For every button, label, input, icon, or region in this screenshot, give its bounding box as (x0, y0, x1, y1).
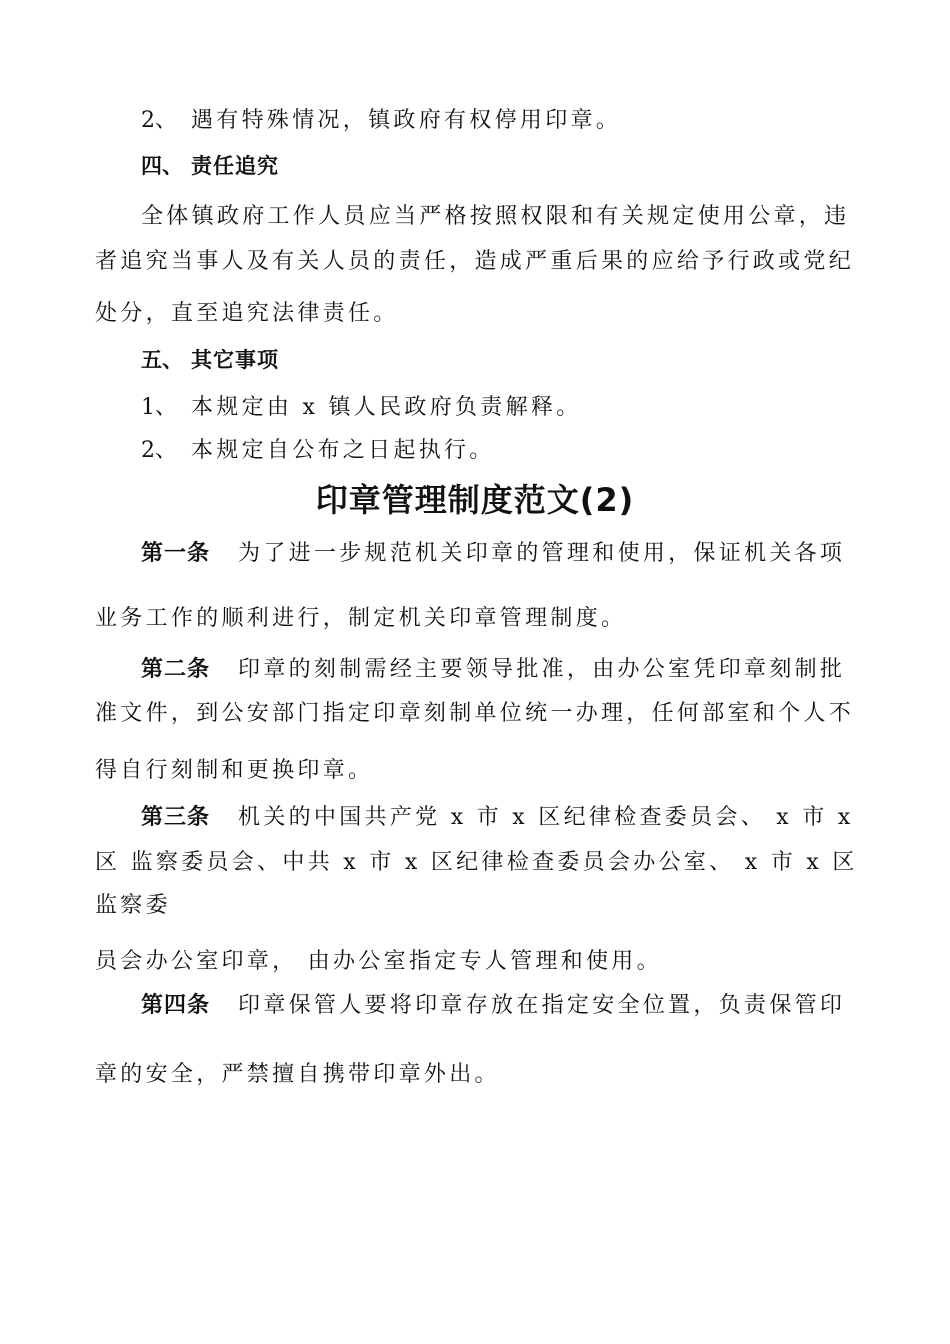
section-heading (141, 151, 279, 181)
article-text: 机关的中国共产党 x 市 x 区纪律检查委员会、 x 市 x (238, 805, 854, 830)
article-label: 第四条 (141, 993, 211, 1018)
paragraph-line: 员会办公室印章， 由办公室指定专人管理和使用。 (95, 949, 662, 974)
article-line (141, 539, 845, 569)
paragraph-line: 处分，直至追究法律责任。 (95, 301, 399, 326)
list-item (141, 106, 621, 136)
list-item (141, 436, 495, 466)
section-title: 其它事项 (191, 348, 279, 372)
paragraph-line: 章的安全，严禁擅自携带印章外出。 (95, 1062, 500, 1087)
article-text: 为了进一步规范机关印章的管理和使用，保证机关各项 (238, 541, 846, 566)
article-line (141, 803, 854, 833)
article-label: 第二条 (141, 657, 211, 682)
article-line (141, 991, 845, 1021)
paragraph-line: 业务工作的顺利进行，制定机关印章管理制度。 (95, 606, 627, 631)
article-text: 印章的刻制需经主要领导批准，由办公室凭印章刻制批 (238, 657, 846, 682)
paragraph-line: 者追究当事人及有关人员的责任，造成严重后果的应给予行政或党纪 (95, 249, 855, 274)
section-number: 四、 (141, 154, 183, 178)
paragraph-line: 全体镇政府工作人员应当严格按照权限和有关规定使用公章，违 (141, 204, 850, 229)
article-label: 第三条 (141, 805, 211, 830)
list-text: 本规定自公布之日起执行。 (191, 438, 495, 463)
paragraph-line: 监察委 (95, 893, 171, 918)
paragraph-line: 准文件，到公安部门指定印章刻制单位统一办理，任何部室和个人不 (95, 701, 855, 726)
paragraph-line: 得自行刻制和更换印章。 (95, 758, 374, 783)
article-text: 印章保管人要将印章存放在指定安全位置，负责保管印 (238, 993, 846, 1018)
list-number: 2、 (141, 108, 177, 133)
section-heading (141, 345, 279, 375)
article-line (141, 655, 845, 685)
article-label: 第一条 (141, 541, 211, 566)
list-text: 遇有特殊情况，镇政府有权停用印章。 (191, 108, 622, 133)
section-title: 责任追究 (191, 154, 279, 178)
list-text: 本规定由 x 镇人民政府负责解释。 (191, 395, 582, 420)
paragraph-line: 区 监察委员会、中共 x 市 x 区纪律检查委员会办公室、 x 市 x 区 (95, 850, 858, 875)
list-number: 1、 (141, 395, 177, 420)
section-number: 五、 (141, 348, 183, 372)
list-number: 2、 (141, 438, 177, 463)
list-item (141, 393, 582, 423)
document-title: 印章管理制度范文(2) (315, 481, 635, 519)
